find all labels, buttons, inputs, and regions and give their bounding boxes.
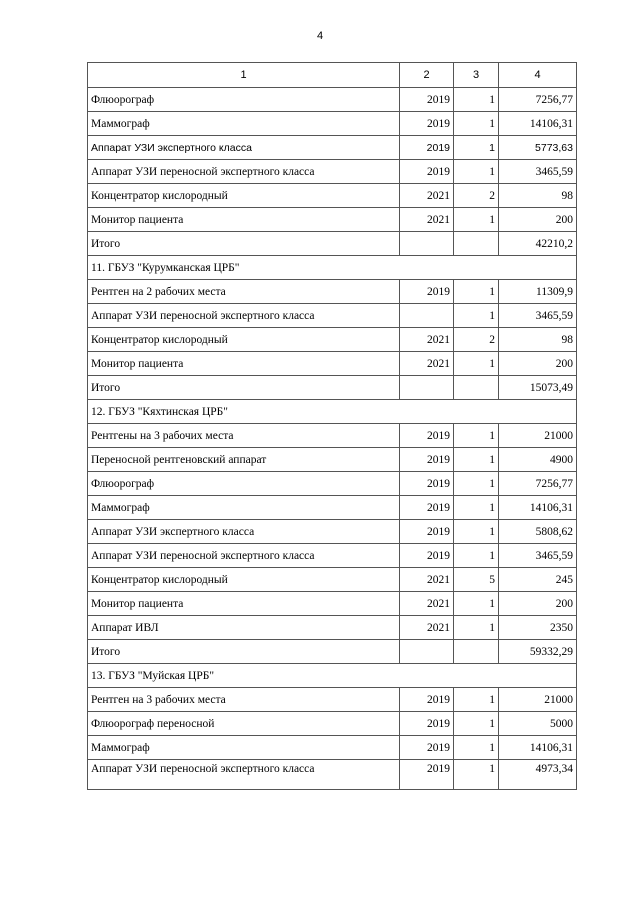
cell-year: 2019 (400, 112, 454, 136)
cell-year: 2019 (400, 280, 454, 304)
cell-quantity: 1 (454, 544, 499, 568)
cell-name: Итого (88, 376, 400, 400)
cell-quantity: 1 (454, 160, 499, 184)
cell-sum: 98 (499, 328, 577, 352)
cell-name: Флюорограф переносной (88, 712, 400, 736)
cell-year: 2021 (400, 208, 454, 232)
table-row (88, 112, 577, 136)
table-row (88, 448, 577, 472)
cell-sum: 42210,2 (499, 232, 577, 256)
cell-quantity: 2 (454, 184, 499, 208)
cell-sum: 14106,31 (499, 496, 577, 520)
cell-year: 2021 (400, 568, 454, 592)
cell-name: Итого (88, 640, 400, 664)
table-row (88, 544, 577, 568)
cell-quantity: 1 (454, 304, 499, 328)
cell-quantity: 1 (454, 112, 499, 136)
cell-name: Монитор пациента (88, 592, 400, 616)
cell-sum: 200 (499, 208, 577, 232)
cell-sum: 2350 (499, 616, 577, 640)
cell-year: 2021 (400, 592, 454, 616)
cell-sum: 59332,29 (499, 640, 577, 664)
table-row (88, 760, 577, 790)
cell-quantity: 1 (454, 280, 499, 304)
cell-quantity: 5 (454, 568, 499, 592)
cell-year: 2021 (400, 352, 454, 376)
table-header-row (88, 63, 577, 88)
cell-sum: 98 (499, 184, 577, 208)
cell-quantity: 1 (454, 208, 499, 232)
cell-sum: 7256,77 (499, 88, 577, 112)
cell-sum: 200 (499, 352, 577, 376)
cell-year: 2019 (400, 496, 454, 520)
cell-sum: 14106,31 (499, 736, 577, 760)
cell-quantity: 1 (454, 712, 499, 736)
header-cell-year: 2 (400, 63, 454, 88)
cell-sum: 3465,59 (499, 304, 577, 328)
section-title: 13. ГБУЗ "Муйская ЦРБ" (88, 664, 577, 688)
cell-quantity: 1 (454, 616, 499, 640)
table-row (88, 328, 577, 352)
cell-sum: 4973,34 (499, 760, 577, 790)
equipment-table (87, 62, 577, 790)
cell-name: Рентгены на 3 рабочих места (88, 424, 400, 448)
table-row (88, 712, 577, 736)
cell-quantity (454, 232, 499, 256)
cell-quantity: 1 (454, 736, 499, 760)
section-header-row (88, 256, 577, 280)
cell-sum: 3465,59 (499, 160, 577, 184)
table-row (88, 352, 577, 376)
table-row (88, 496, 577, 520)
cell-name: Монитор пациента (88, 208, 400, 232)
cell-quantity: 1 (454, 520, 499, 544)
cell-quantity: 1 (454, 352, 499, 376)
cell-name: Аппарат УЗИ экспертного класса (88, 136, 400, 160)
cell-year: 2019 (400, 160, 454, 184)
cell-quantity: 1 (454, 88, 499, 112)
table-row (88, 616, 577, 640)
cell-sum: 4900 (499, 448, 577, 472)
cell-name: Аппарат УЗИ переносной экспертного класса (88, 160, 400, 184)
cell-name: Аппарат УЗИ экспертного класса (88, 520, 400, 544)
section-title: 11. ГБУЗ "Курумканская ЦРБ" (88, 256, 577, 280)
cell-sum: 21000 (499, 424, 577, 448)
cell-name: Концентратор кислородный (88, 328, 400, 352)
cell-sum: 15073,49 (499, 376, 577, 400)
cell-name: Маммограф (88, 112, 400, 136)
table-row (88, 304, 577, 328)
header-cell-name: 1 (88, 63, 400, 88)
cell-sum: 11309,9 (499, 280, 577, 304)
cell-year: 2019 (400, 520, 454, 544)
cell-sum: 200 (499, 592, 577, 616)
cell-sum: 14106,31 (499, 112, 577, 136)
section-header-row (88, 664, 577, 688)
header-cell-sum: 4 (499, 63, 577, 88)
cell-quantity: 1 (454, 592, 499, 616)
cell-year: 2019 (400, 424, 454, 448)
cell-sum: 5000 (499, 712, 577, 736)
table-row (88, 232, 577, 256)
cell-quantity: 1 (454, 472, 499, 496)
cell-year (400, 640, 454, 664)
cell-year: 2019 (400, 448, 454, 472)
table-row (88, 88, 577, 112)
cell-sum: 7256,77 (499, 472, 577, 496)
section-title: 12. ГБУЗ "Кяхтинская ЦРБ" (88, 400, 577, 424)
cell-quantity: 1 (454, 448, 499, 472)
cell-name: Флюорограф (88, 472, 400, 496)
cell-name: Аппарат УЗИ переносной экспертного класса (88, 304, 400, 328)
cell-name: Аппарат УЗИ переносной экспертного класса (88, 544, 400, 568)
cell-quantity (454, 640, 499, 664)
cell-name: Рентген на 3 рабочих места (88, 688, 400, 712)
cell-year (400, 304, 454, 328)
cell-name: Флюорограф (88, 88, 400, 112)
section-header-row (88, 400, 577, 424)
cell-quantity: 1 (454, 424, 499, 448)
table-row (88, 424, 577, 448)
cell-quantity: 1 (454, 496, 499, 520)
table-row (88, 160, 577, 184)
cell-year: 2019 (400, 760, 454, 790)
cell-year: 2019 (400, 736, 454, 760)
cell-year: 2019 (400, 472, 454, 496)
cell-year: 2019 (400, 688, 454, 712)
cell-year: 2019 (400, 544, 454, 568)
table-row (88, 280, 577, 304)
cell-quantity: 1 (454, 688, 499, 712)
cell-quantity (454, 376, 499, 400)
cell-name: Аппарат УЗИ переносной экспертного класса (88, 760, 400, 790)
cell-year: 2019 (400, 88, 454, 112)
table-row (88, 208, 577, 232)
cell-year: 2021 (400, 184, 454, 208)
table-row (88, 376, 577, 400)
cell-quantity: 1 (454, 760, 499, 790)
cell-name: Маммограф (88, 496, 400, 520)
cell-name: Концентратор кислородный (88, 568, 400, 592)
table-row (88, 736, 577, 760)
cell-year: 2019 (400, 712, 454, 736)
cell-sum: 245 (499, 568, 577, 592)
cell-year: 2021 (400, 616, 454, 640)
cell-name: Итого (88, 232, 400, 256)
cell-name: Монитор пациента (88, 352, 400, 376)
cell-name: Рентген на 2 рабочих места (88, 280, 400, 304)
cell-year (400, 376, 454, 400)
table-row (88, 592, 577, 616)
cell-sum: 3465,59 (499, 544, 577, 568)
table-row (88, 640, 577, 664)
cell-year: 2019 (400, 136, 454, 160)
cell-year: 2021 (400, 328, 454, 352)
cell-name: Концентратор кислородный (88, 184, 400, 208)
cell-quantity: 2 (454, 328, 499, 352)
table-body (88, 63, 577, 790)
cell-quantity: 1 (454, 136, 499, 160)
table-row (88, 136, 577, 160)
table-row (88, 184, 577, 208)
cell-sum: 5808,62 (499, 520, 577, 544)
table-row (88, 568, 577, 592)
cell-year (400, 232, 454, 256)
table-row (88, 520, 577, 544)
cell-name: Маммограф (88, 736, 400, 760)
header-cell-quantity: 3 (454, 63, 499, 88)
table-row (88, 472, 577, 496)
cell-sum: 5773,63 (499, 136, 577, 160)
table-row (88, 688, 577, 712)
cell-name: Аппарат ИВЛ (88, 616, 400, 640)
cell-name: Переносной рентгеновский аппарат (88, 448, 400, 472)
cell-sum: 21000 (499, 688, 577, 712)
page-number: 4 (316, 30, 324, 42)
